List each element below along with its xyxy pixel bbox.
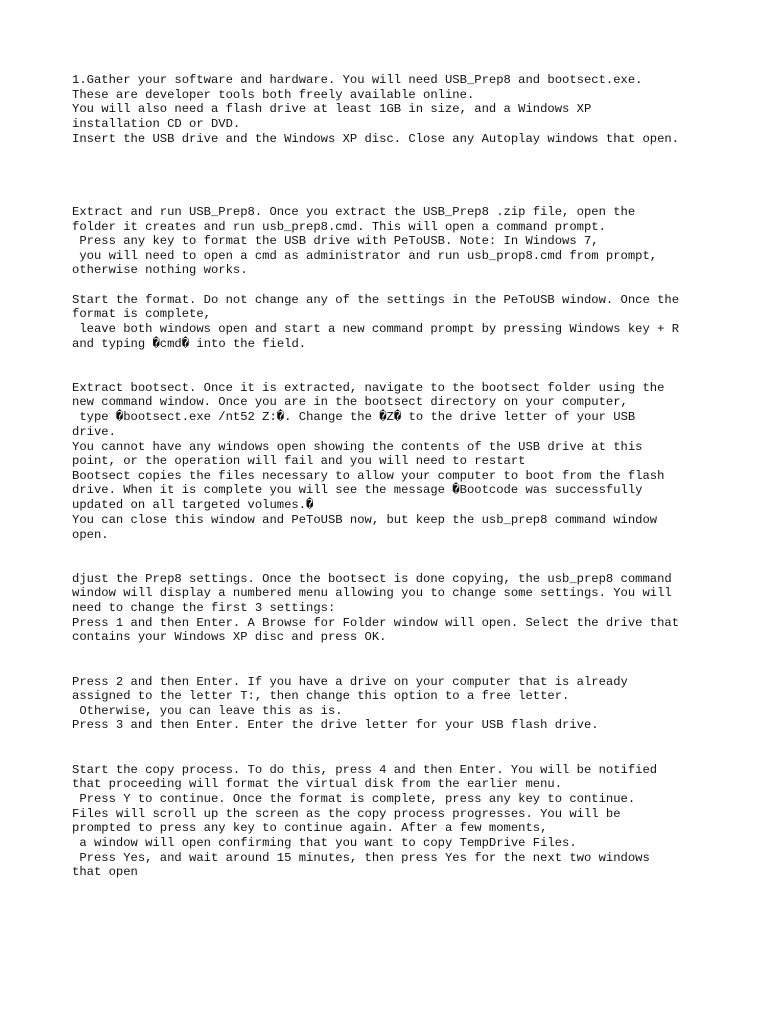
- text-line: format is complete,: [72, 307, 211, 321]
- text-line: Press 3 and then Enter. Enter the drive letter for your USB flash drive.: [72, 718, 599, 732]
- text-line: type �bootsect.exe /nt52 Z:�. Change the �Z� to the drive letter of your USB: [72, 410, 636, 424]
- text-line: point, or the operation will fail and you will need to restart: [72, 454, 526, 468]
- text-line: Start the copy process. To do this, press 4 and then Enter. You will be notified: [72, 763, 658, 777]
- text-line: folder it creates and run usb_prep8.cmd. This will open a command prompt.: [72, 220, 606, 234]
- text-line: Otherwise, you can leave this as is.: [72, 704, 343, 718]
- text-line: prompted to press any key to continue again. After a few moments,: [72, 821, 548, 835]
- text-line: drive.: [72, 425, 116, 439]
- text-line: Extract bootsect. Once it is extracted, navigate to the bootsect folder using the: [72, 381, 665, 395]
- text-line: installation CD or DVD.: [72, 117, 241, 131]
- text-line: You can close this window and PeToUSB now, but keep the usb_prep8 command window: [72, 513, 658, 527]
- text-line: Press 1 and then Enter. A Browse for Folder window will open. Select the drive that: [72, 616, 680, 630]
- text-line: new command window. Once you are in the bootsect directory on your computer,: [72, 395, 628, 409]
- text-line: Press 2 and then Enter. If you have a drive on your computer that is already: [72, 675, 628, 689]
- text-line: and typing �cmd� into the field.: [72, 337, 307, 351]
- text-line: Files will scroll up the screen as the copy process progresses. You will be: [72, 807, 621, 821]
- text-line: that open: [72, 865, 138, 879]
- text-line: otherwise nothing works.: [72, 263, 248, 277]
- text-line: Press Y to continue. Once the format is complete, press any key to continue.: [72, 792, 636, 806]
- text-line: Start the format. Do not change any of the settings in the PeToUSB window. Once the: [72, 293, 680, 307]
- text-line: Press Yes, and wait around 15 minutes, then press Yes for the next two windows: [72, 851, 650, 865]
- text-line: You will also need a flash drive at least 1GB in size, and a Windows XP: [72, 102, 592, 116]
- text-line: assigned to the letter T:, then change this option to a free letter.: [72, 689, 570, 703]
- text-line: djust the Prep8 settings. Once the bootsect is done copying, the usb_prep8 command: [72, 572, 672, 586]
- text-line: Insert the USB drive and the Windows XP disc. Close any Autoplay windows that open.: [72, 132, 680, 146]
- text-line: These are developer tools both freely available online.: [72, 88, 475, 102]
- text-line: you will need to open a cmd as administrator and run usb_prop8.cmd from prompt,: [72, 249, 658, 263]
- text-line: Bootsect copies the files necessary to allow your computer to boot from the flash: [72, 469, 665, 483]
- text-line: 1.Gather your software and hardware. You will need USB_Prep8 and bootsect.exe.: [72, 73, 643, 87]
- text-line: You cannot have any windows open showing the contents of the USB drive at this: [72, 440, 643, 454]
- text-line: Extract and run USB_Prep8. Once you extract the USB_Prep8 .zip file, open the: [72, 205, 636, 219]
- text-line: that proceeding will format the virtual disk from the earlier menu.: [72, 777, 563, 791]
- text-line: Press any key to format the USB drive with PeToUSB. Note: In Windows 7,: [72, 234, 599, 248]
- text-line: a window will open confirming that you want to copy TempDrive Files.: [72, 836, 577, 850]
- text-line: need to change the first 3 settings:: [72, 601, 336, 615]
- text-line: drive. When it is complete you will see the message �Bootcode was successfully: [72, 483, 643, 497]
- text-line: window will display a numbered menu allowing you to change some settings. You will: [72, 586, 672, 600]
- text-line: updated on all targeted volumes.�: [72, 498, 314, 512]
- text-line: open.: [72, 528, 109, 542]
- text-line: leave both windows open and start a new command prompt by pressing Windows key + R: [72, 322, 680, 336]
- text-line: contains your Windows XP disc and press OK.: [72, 630, 387, 644]
